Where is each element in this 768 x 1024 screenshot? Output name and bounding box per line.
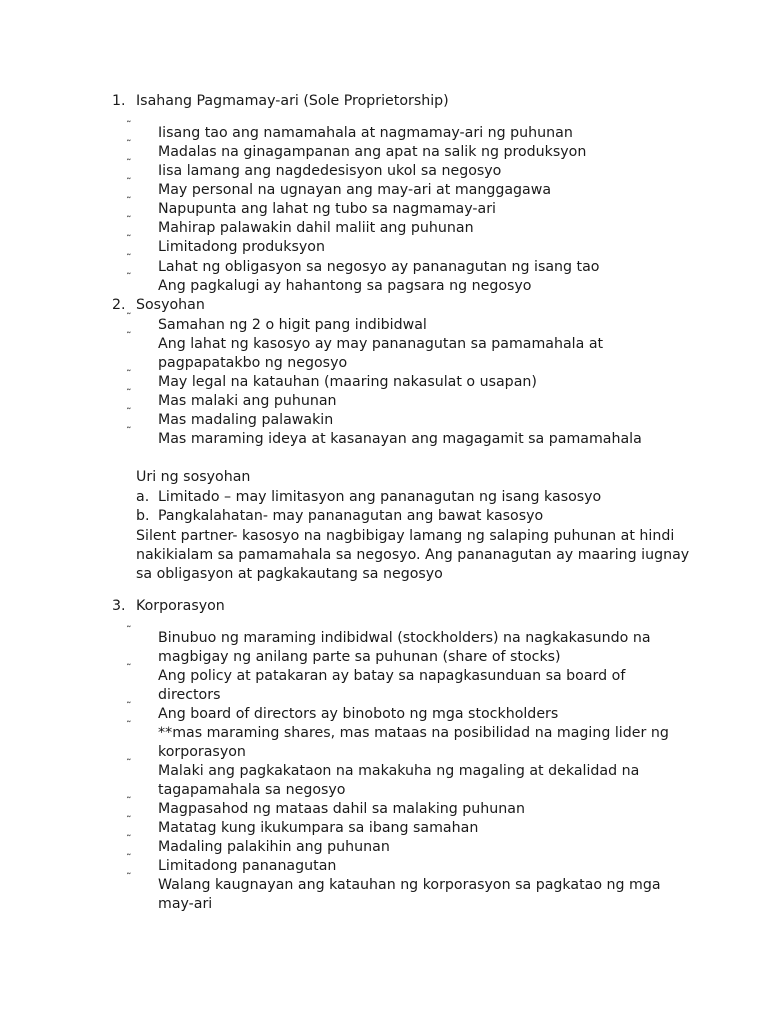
- bullet-icon: ˜: [126, 195, 132, 208]
- list-item: Ang policy at patakaran ay batay sa napagkasunduan sa board of: [158, 668, 626, 684]
- bullet-icon: ˜: [126, 814, 132, 827]
- list-item-continuation: may-ari: [158, 896, 213, 912]
- bullet-icon: ˜: [126, 271, 132, 284]
- list-item: Mas malaki ang puhunan: [158, 393, 337, 409]
- list-item: Madalas na ginagampanan ang apat na salik ng produksyon: [158, 144, 587, 160]
- list-item: Samahan ng 2 o higit pang indibidwal: [158, 317, 427, 333]
- list-item: May personal na ugnayan ang may-ari at manggagawa: [158, 182, 552, 198]
- bullet-icon: ˜: [126, 387, 132, 400]
- list-item: Mahirap palawakin dahil maliit ang puhunan: [158, 220, 474, 236]
- list-item: Iisang tao ang namamahala at nagmamay-ari ng puhunan: [158, 125, 573, 141]
- partnership-types-heading: Uri ng sosyohan: [136, 469, 251, 485]
- bullet-icon: ˜: [126, 252, 132, 265]
- bullet-icon: ˜: [126, 795, 132, 808]
- bullet-icon: ˜: [126, 833, 132, 846]
- list-item: Matatag kung ikukumpara sa ibang samahan: [158, 820, 479, 836]
- list-item-continuation: directors: [158, 687, 221, 703]
- list-item-continuation: korporasyon: [158, 744, 246, 760]
- bullet-icon: ˜: [126, 425, 132, 438]
- list-item: Mas madaling palawakin: [158, 412, 334, 428]
- type-letter: a.: [136, 489, 150, 505]
- bullet-icon: ˜: [126, 138, 132, 151]
- type-text: Limitado – may limitasyon ang pananagutan ng isang kasosyo: [158, 489, 602, 505]
- bullet-icon: ˜: [126, 233, 132, 246]
- bullet-icon: ˜: [126, 330, 132, 343]
- bullet-icon: ˜: [126, 624, 132, 637]
- silent-partner-line: Silent partner- kasosyo na nagbibigay lamang ng salaping puhunan at hindi: [136, 528, 675, 544]
- list-item: **mas maraming shares, mas mataas na posibilidad na maging lider ng: [158, 725, 669, 741]
- type-letter: b.: [136, 508, 150, 524]
- bullet-icon: ˜: [126, 852, 132, 865]
- bullet-icon: ˜: [126, 311, 132, 324]
- bullet-icon: ˜: [126, 119, 132, 132]
- list-item: Limitadong produksyon: [158, 239, 325, 255]
- list-item: Mas maraming ideya at kasanayan ang magagamit sa pamamahala: [158, 431, 642, 447]
- list-item: Napupunta ang lahat ng tubo sa nagmamay-ari: [158, 201, 496, 217]
- section-3-title: Korporasyon: [136, 598, 225, 614]
- section-3-number: 3.: [112, 598, 126, 614]
- list-item-continuation: magbigay ng anilang parte sa puhunan (share of stocks): [158, 649, 561, 665]
- list-item: Madaling palakihin ang puhunan: [158, 839, 390, 855]
- silent-partner-line: nakikialam sa pamamahala sa negosyo. Ang pananagutan ay maaring iugnay: [136, 547, 690, 563]
- list-item-continuation: pagpapatakbo ng negosyo: [158, 355, 348, 371]
- bullet-icon: ˜: [126, 719, 132, 732]
- section-2-number: 2.: [112, 297, 126, 313]
- bullet-icon: ˜: [126, 214, 132, 227]
- list-item: Binubuo ng maraming indibidwal (stockholders) na nagkakasundo na: [158, 630, 651, 646]
- list-item: May legal na katauhan (maaring nakasulat o usapan): [158, 374, 537, 390]
- list-item: Ang lahat ng kasosyo ay may pananagutan sa pamamahala at: [158, 336, 604, 352]
- list-item: Magpasahod ng mataas dahil sa malaking puhunan: [158, 801, 525, 817]
- list-item: Malaki ang pagkakataon na makakuha ng magaling at dekalidad na: [158, 763, 640, 779]
- section-1-title: Isahang Pagmamay-ari (Sole Proprietorship): [136, 93, 449, 109]
- list-item: Ang pagkalugi ay hahantong sa pagsara ng negosyo: [158, 278, 532, 294]
- list-item: Iisa lamang ang nagdedesisyon ukol sa negosyo: [158, 163, 502, 179]
- list-item: Ang board of directors ay binoboto ng mga stockholders: [158, 706, 559, 722]
- bullet-icon: ˜: [126, 406, 132, 419]
- bullet-icon: ˜: [126, 871, 132, 884]
- bullet-icon: ˜: [126, 368, 132, 381]
- bullet-icon: ˜: [126, 757, 132, 770]
- list-item: Limitadong pananagutan: [158, 858, 337, 874]
- silent-partner-line: sa obligasyon at pagkakautang sa negosyo: [136, 566, 443, 582]
- list-item: Walang kaugnayan ang katauhan ng korporasyon sa pagkatao ng mga: [158, 877, 661, 893]
- list-item-continuation: tagapamahala sa negosyo: [158, 782, 346, 798]
- section-2-title: Sosyohan: [136, 297, 205, 313]
- bullet-icon: ˜: [126, 662, 132, 675]
- type-text: Pangkalahatan- may pananagutan ang bawat kasosyo: [158, 508, 544, 524]
- bullet-icon: ˜: [126, 157, 132, 170]
- list-item: Lahat ng obligasyon sa negosyo ay pananagutan ng isang tao: [158, 259, 600, 275]
- section-1-number: 1.: [112, 93, 126, 109]
- bullet-icon: ˜: [126, 700, 132, 713]
- bullet-icon: ˜: [126, 176, 132, 189]
